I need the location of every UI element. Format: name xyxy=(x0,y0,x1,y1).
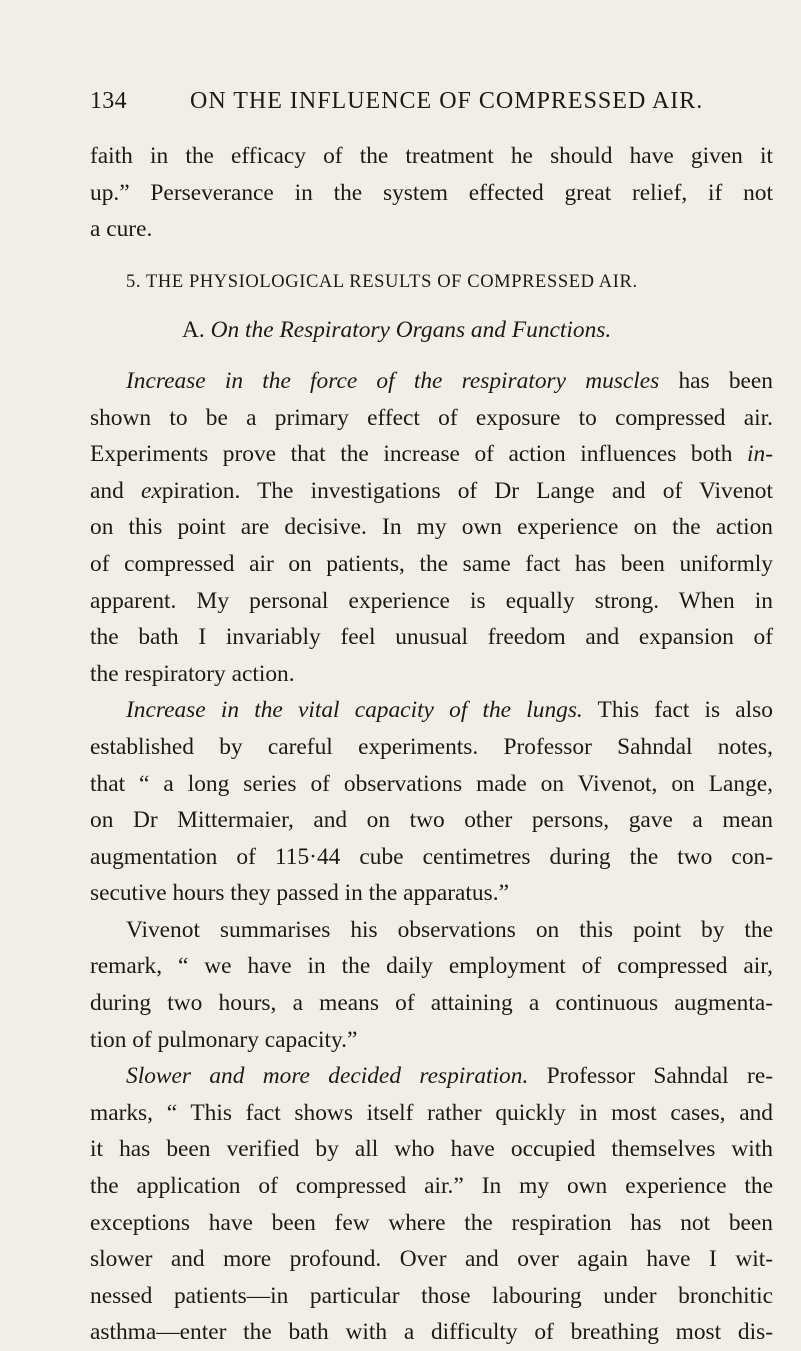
section-heading: 5. THE PHYSIOLOGICAL RESULTS OF COMPRESSED AIR. xyxy=(126,271,638,292)
text-line: exceptions have been few where the respiration has not been xyxy=(90,1209,773,1236)
text-run: has been xyxy=(659,367,774,394)
text-run: Professor Sahndal re- xyxy=(528,1063,773,1090)
italic-lead: Slower and more decided respiration. xyxy=(126,1063,529,1090)
body-text xyxy=(90,138,773,1351)
text-line: secutive hours they passed in the apparatus.” xyxy=(90,880,509,907)
text-run: Experiments prove that the increase of action influences both xyxy=(90,441,748,468)
text-line: up.” Perseverance in the system effected great relief, if not xyxy=(90,179,773,206)
text-line: nessed patients—in particular those labouring under bronchitic xyxy=(90,1282,773,1309)
text-line: the bath I invariably feel unusual freedom and expansion of xyxy=(90,624,773,651)
text-line: augmentation of 115·44 cube centimetres during the two con- xyxy=(90,843,773,870)
text-line: asthma—enter the bath with a difficulty of breathing most dis- xyxy=(90,1319,773,1346)
text-line: Vivenot summarises his observations on this point by the xyxy=(126,916,773,943)
text-line xyxy=(90,1058,773,1095)
text-line: remark, “ we have in the daily employment of compressed air, xyxy=(90,953,773,980)
text-line: shown to be a primary effect of exposure to compressed air. xyxy=(90,404,773,431)
running-title: ON THE INFLUENCE OF COMPRESSED AIR. xyxy=(190,88,704,114)
text-line xyxy=(90,692,773,729)
running-head xyxy=(90,88,750,115)
text-line: established by careful experiments. Professor Sahndal notes, xyxy=(90,733,773,760)
text-line: the application of compressed air.” In my own experience the xyxy=(90,1173,773,1200)
text-line xyxy=(90,363,773,400)
text-line: during two hours, a means of attaining a continuous augmenta- xyxy=(90,990,773,1017)
text-line: on this point are decisive. In my own experience on the action xyxy=(90,514,773,541)
text-line: faith in the efficacy of the treatment he should have given it xyxy=(90,143,773,169)
text-line: that “ a long series of observations made on Vivenot, on Lange, xyxy=(90,770,773,797)
text-line: marks, “ This fact shows itself rather quickly in most cases, and xyxy=(90,1099,773,1126)
subheading xyxy=(90,312,773,349)
italic-lead: Increase in the force of the respiratory muscles xyxy=(126,367,660,394)
text-line xyxy=(90,473,773,510)
text-line: on Dr Mittermaier, and on two other persons, gave a mean xyxy=(90,807,773,834)
page-number: 134 xyxy=(90,88,127,114)
subheading-title: On the Respiratory Organs and Functions. xyxy=(210,317,612,344)
subheading-label: A. xyxy=(182,317,205,344)
text-line xyxy=(90,436,773,473)
text-line: tion of pulmonary capacity.” xyxy=(90,1026,358,1053)
text-run: and xyxy=(90,477,141,504)
italic-lead: Increase in the vital capacity of the lungs. xyxy=(126,697,583,724)
italic-run: in- xyxy=(747,441,773,468)
text-line: of compressed air on patients, the same fact has been uniformly xyxy=(90,550,773,577)
text-line: a cure. xyxy=(90,216,153,243)
text-run: piration. The investigations of Dr Lange and of Vivenot xyxy=(161,477,773,504)
text-line: slower and more profound. Over and over again have I wit- xyxy=(90,1246,773,1273)
text-line: apparent. My personal experience is equally strong. When in xyxy=(90,587,773,614)
text-line: it has been verified by all who have occupied themselves with xyxy=(90,1136,773,1163)
text-line: the respiratory action. xyxy=(90,660,295,687)
text-run: This fact is also xyxy=(582,697,773,724)
italic-run: ex xyxy=(140,477,162,504)
